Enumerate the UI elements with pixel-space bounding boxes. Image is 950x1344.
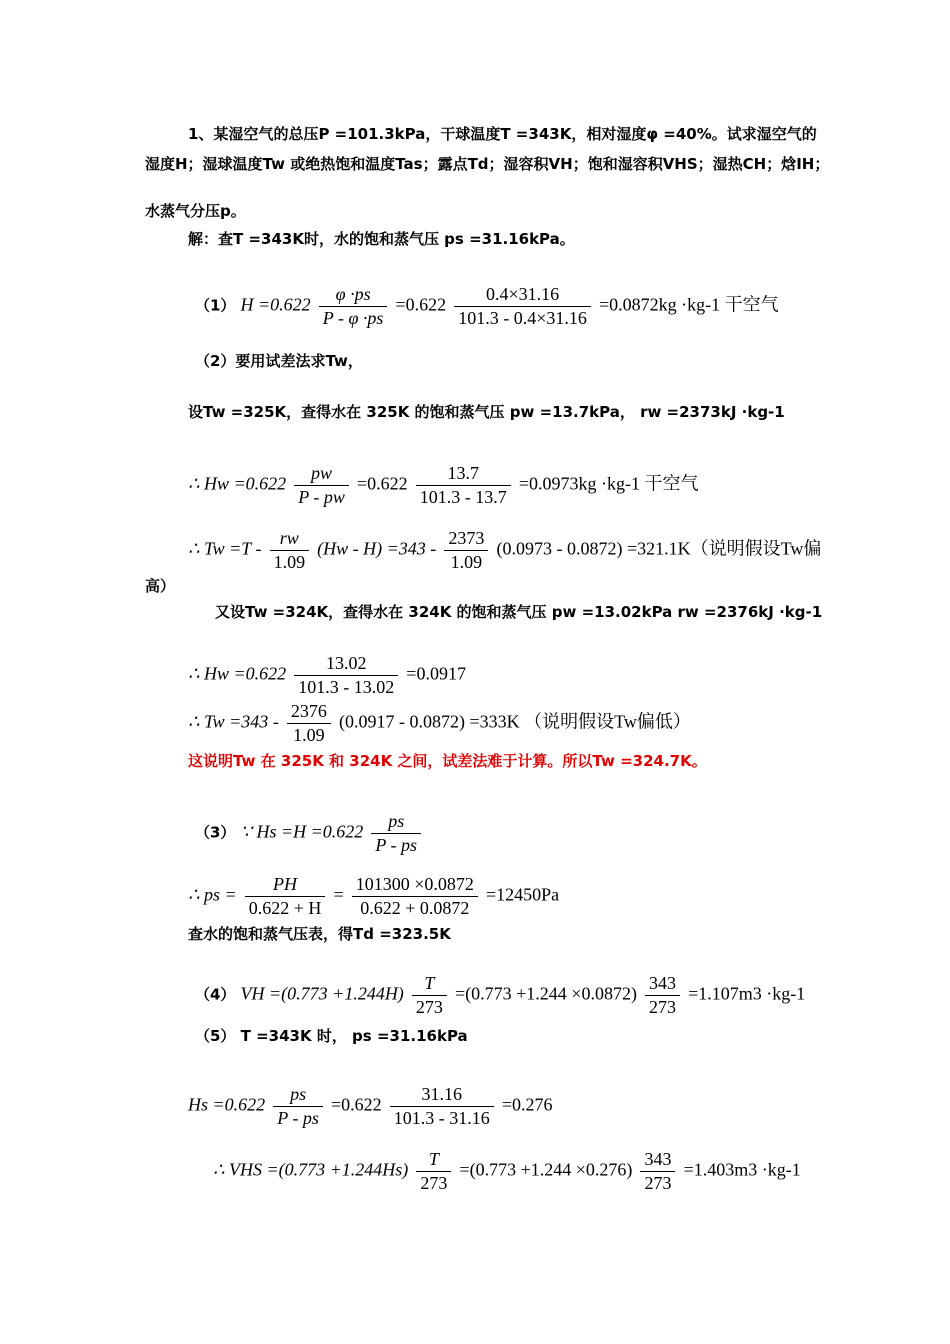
fraction [287, 700, 331, 746]
step-2-hw-2 [188, 652, 466, 698]
fraction [412, 972, 447, 1018]
fraction [444, 527, 488, 573]
fraction-numerator: 343 [640, 1148, 675, 1172]
fraction-denominator: 1.09 [273, 551, 306, 572]
step-4-label: （4） [195, 985, 236, 1004]
fraction-numerator: 13.7 [416, 462, 511, 486]
fraction-numerator: 2373 [444, 527, 488, 551]
fraction-denominator: P - pw [298, 486, 345, 507]
eq-lhs: ∴ VHS =(0.773 +1.244Hs) [213, 1159, 409, 1180]
eq-mid: =(0.773 +1.244 ×0.276) [459, 1159, 633, 1180]
step-3-ps [188, 873, 559, 919]
eq-mid: =(0.773 +1.244 ×0.0872) [455, 983, 637, 1004]
eq-mid: =0.622 [331, 1094, 382, 1115]
fraction-denominator: 273 [644, 1172, 672, 1193]
fraction-denominator: 0.622 + 0.0872 [360, 897, 470, 918]
step-5-vhs [213, 1148, 801, 1194]
fraction [270, 527, 310, 573]
fraction-numerator: pw [294, 462, 349, 486]
eq-mid: = [333, 884, 344, 905]
fraction-numerator: ps [371, 810, 421, 834]
step-2-heading: （2）要用试差法求Tw， [195, 352, 363, 370]
fraction-denominator: 1.09 [450, 551, 483, 572]
fraction [416, 462, 511, 508]
fraction-numerator: 101300 ×0.0872 [352, 873, 478, 897]
fraction [640, 1148, 675, 1194]
step-2-conclusion: 这说明Tw 在 325K 和 324K 之间，试差法难于计算。所以Tw =324.7K。 [188, 752, 707, 770]
fraction [294, 652, 398, 698]
step-2-assume-2: 又设Tw =324K，查得水在 324K 的饱和蒸气压 pw =13.02kPa rw =2376kJ ·kg-1 [215, 603, 823, 621]
fraction-numerator: 13.02 [294, 652, 398, 676]
fraction-numerator: 31.16 [390, 1083, 494, 1107]
fraction [645, 972, 680, 1018]
step-3-equation [195, 810, 424, 856]
fraction-numerator: 2376 [287, 700, 331, 724]
fraction-denominator: P - ps [375, 834, 418, 855]
fraction-denominator: 101.3 - 13.7 [419, 486, 507, 507]
fraction-denominator: 273 [415, 996, 443, 1017]
step-5-hs [188, 1083, 553, 1129]
eq-lhs: Hs =0.622 [188, 1094, 266, 1115]
fraction-denominator: 273 [420, 1172, 448, 1193]
eq-lhs: ∵ Hs =H =0.622 [240, 821, 364, 842]
eq-rhs: =0.276 [501, 1094, 553, 1115]
fraction [245, 873, 326, 919]
step-3-dew-point: 查水的饱和蒸气压表，得Td =323.5K [188, 925, 451, 943]
fraction-numerator: PH [245, 873, 326, 897]
fraction-denominator: P - ps [277, 1107, 319, 1128]
eq-mid: (Hw - H) =343 - [317, 538, 437, 559]
step-1-equation [195, 283, 779, 329]
step-5-heading: （5） T =343K 时， ps =31.16kPa [195, 1027, 468, 1045]
solution-intro: 解：查T =343K时，水的饱和蒸气压 ps =31.16kPa。 [188, 230, 575, 248]
eq-rhs: (0.0973 - 0.0872) =321.1K（说明假设Tw偏 [496, 538, 822, 559]
eq-rhs: =0.0973kg ·kg-1 干空气 [518, 473, 699, 494]
eq-lhs: ∴ Tw =T - [188, 538, 262, 559]
fraction-denominator: 0.622 + H [248, 897, 322, 918]
eq-rhs: (0.0917 - 0.0872) =333K （说明假设Tw偏低） [338, 711, 691, 732]
problem-line-3: 水蒸气分压p。 [145, 202, 246, 220]
fraction [352, 873, 478, 919]
eq-rhs: =12450Pa [485, 884, 560, 905]
eq-lhs: ∴ Hw =0.622 [188, 663, 287, 684]
step-2-tw-2 [188, 700, 691, 746]
step-2-hw-1 [188, 462, 698, 508]
eq-rhs: =1.403m3 ·kg-1 [683, 1159, 801, 1180]
fraction [390, 1083, 494, 1129]
eq-lhs: VH =(0.773 +1.244H) [240, 983, 404, 1004]
fraction [319, 283, 388, 329]
fraction-denominator: 273 [649, 996, 677, 1017]
eq-lhs: ∴ Hw =0.622 [188, 473, 287, 494]
step-4-equation [195, 972, 805, 1018]
eq-mid: =0.622 [395, 294, 447, 315]
eq-rhs: =0.0917 [406, 663, 466, 684]
fraction-denominator: 1.09 [293, 724, 325, 745]
eq-lhs: H =0.622 [240, 294, 311, 315]
fraction [371, 810, 421, 856]
fraction-numerator: rw [270, 527, 310, 551]
problem-line-1: 1、某湿空气的总压P =101.3kPa，干球温度T =343K，相对湿度φ =40%。试求湿空气的 [188, 125, 817, 143]
step-2-tw-1 [188, 527, 821, 573]
problem-line-2: 湿度H；湿球温度Tw 或绝热饱和温度Tas；露点Td；湿容积VH；饱和湿容积VHS；湿热CH；焓IH； [145, 155, 830, 173]
fraction [454, 283, 591, 329]
eq-lhs: ∴ ps = [188, 884, 237, 905]
step-3-label: （3） [195, 823, 236, 842]
fraction [416, 1148, 451, 1194]
step-2-tw-1-cont: 高） [145, 577, 176, 595]
fraction [294, 462, 349, 508]
fraction-denominator: P - φ ·ps [322, 307, 384, 328]
fraction [273, 1083, 323, 1129]
eq-mid: =0.622 [356, 473, 408, 494]
eq-lhs: ∴ Tw =343 - [188, 711, 279, 732]
step-1-label: （1） [195, 296, 236, 315]
fraction-numerator: φ ·ps [319, 283, 388, 307]
eq-rhs: =0.0872kg ·kg-1 干空气 [599, 294, 779, 315]
fraction-numerator: T [412, 972, 447, 996]
step-2-assume-1: 设Tw =325K，查得水在 325K 的饱和蒸气压 pw =13.7kPa， rw =2373kJ ·kg-1 [188, 403, 785, 421]
fraction-numerator: 343 [645, 972, 680, 996]
fraction-denominator: 101.3 - 31.16 [393, 1107, 490, 1128]
fraction-numerator: ps [273, 1083, 323, 1107]
eq-rhs: =1.107m3 ·kg-1 [688, 983, 806, 1004]
fraction-denominator: 101.3 - 13.02 [298, 676, 395, 697]
fraction-numerator: T [416, 1148, 451, 1172]
fraction-numerator: 0.4×31.16 [454, 283, 591, 307]
fraction-denominator: 101.3 - 0.4×31.16 [458, 307, 587, 328]
